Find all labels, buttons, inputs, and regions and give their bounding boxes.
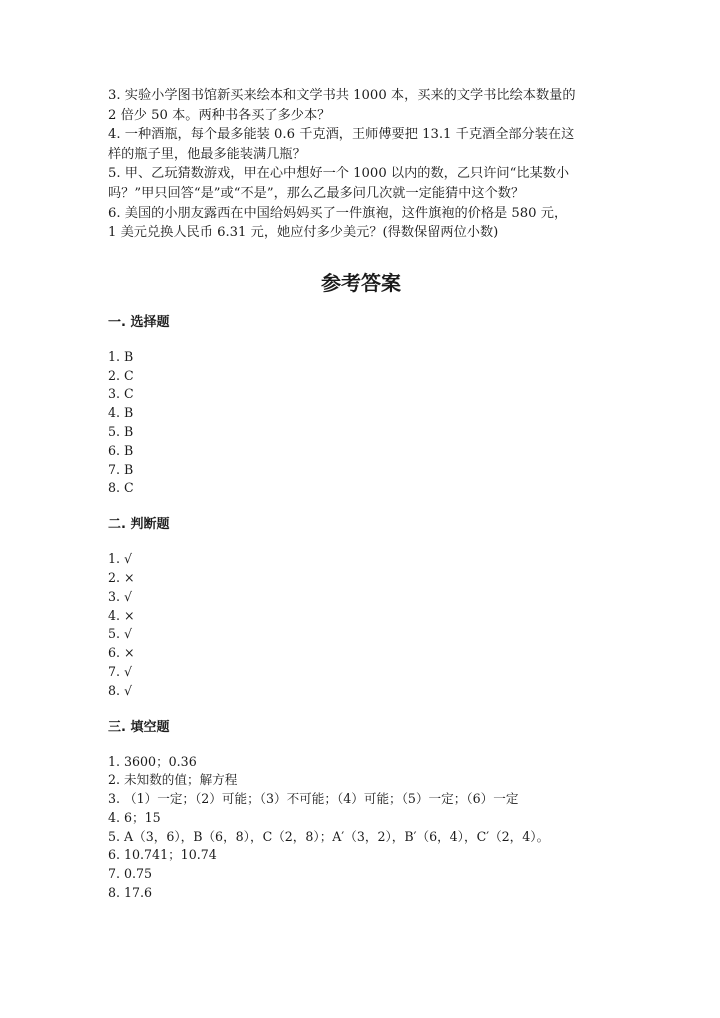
answer-item: 1. B — [108, 348, 134, 364]
answer-item: 4. 6；15 — [108, 809, 161, 825]
answer-item: 4. B — [108, 405, 134, 421]
section-title-choice: 一. 选择题 — [108, 314, 170, 330]
section-judge — [108, 516, 614, 700]
problem-4-line-1: 4. 一种酒瓶，每个最多能装 0.6 千克酒，王师傅要把 13.1 千克酒全部分装在这 — [108, 127, 575, 143]
problem-3-line-2: 2 倍少 50 本。两种书各买了多少本？ — [108, 107, 331, 123]
section-fill — [108, 719, 614, 903]
answer-item: 3. （1）一定；（2）可能；（3）不可能；（4）可能；（5）一定；（6）一定 — [108, 791, 519, 807]
answer-item: 3. C — [108, 386, 134, 402]
answer-item: 8. √ — [108, 682, 133, 698]
answer-list-choice — [108, 348, 614, 498]
answer-item: 8. C — [108, 480, 134, 496]
answer-item: 5. B — [108, 423, 134, 439]
answer-item: 8. 17.6 — [108, 885, 153, 901]
answer-item: 5. A（3，6），B（6，8），C（2，8）；A′（3，2），B′（6，4），C′（2，4）。 — [108, 828, 550, 844]
answer-list-judge — [108, 550, 614, 700]
problem-4-line-2: 样的瓶子里，他最多能装满几瓶？ — [108, 146, 306, 162]
answer-item: 2. 未知数的值；解方程 — [108, 772, 238, 788]
answer-item: 2. C — [108, 367, 134, 383]
answer-item: 6. B — [108, 442, 134, 458]
answer-item: 7. √ — [108, 663, 133, 679]
problem-6-line-1: 6. 美国的小朋友露西在中国给妈妈买了一件旗袍，这件旗袍的价格是 580 元， — [108, 205, 568, 221]
section-choice — [108, 314, 614, 498]
problem-list — [108, 86, 614, 243]
answer-item: 2. × — [108, 569, 135, 585]
problem-5-line-2: 吗？”甲只回答“是”或“不是”，那么乙最多问几次就一定能猜中这个数？ — [108, 185, 525, 201]
problem-6-line-2: 1 美元兑换人民币 6.31 元，她应付多少美元？(得数保留两位小数) — [108, 225, 499, 241]
problem-5-line-1: 5. 甲、乙玩猜数游戏，甲在心中想好一个 1000 以内的数，乙只许问“比某数小 — [108, 166, 570, 182]
answer-item: 6. × — [108, 645, 135, 661]
answer-item: 7. B — [108, 461, 134, 477]
answer-item: 5. √ — [108, 626, 133, 642]
answer-item: 4. × — [108, 607, 135, 623]
answer-item: 6. 10.741；10.74 — [108, 847, 217, 863]
section-title-judge: 二. 判断题 — [108, 517, 170, 533]
section-title-fill: 三. 填空题 — [108, 719, 170, 735]
document-page — [108, 86, 614, 903]
answer-item: 1. 3600；0.36 — [108, 753, 197, 769]
answer-list-fill — [108, 753, 614, 903]
answer-item: 1. √ — [108, 551, 133, 567]
answer-item: 3. √ — [108, 588, 133, 604]
answer-key-title: 参考答案 — [321, 270, 401, 295]
answer-item: 7. 0.75 — [108, 866, 153, 882]
problem-3-line-1: 3. 实验小学图书馆新买来绘本和文学书共 1000 本，买来的文学书比绘本数量的 — [108, 88, 576, 103]
